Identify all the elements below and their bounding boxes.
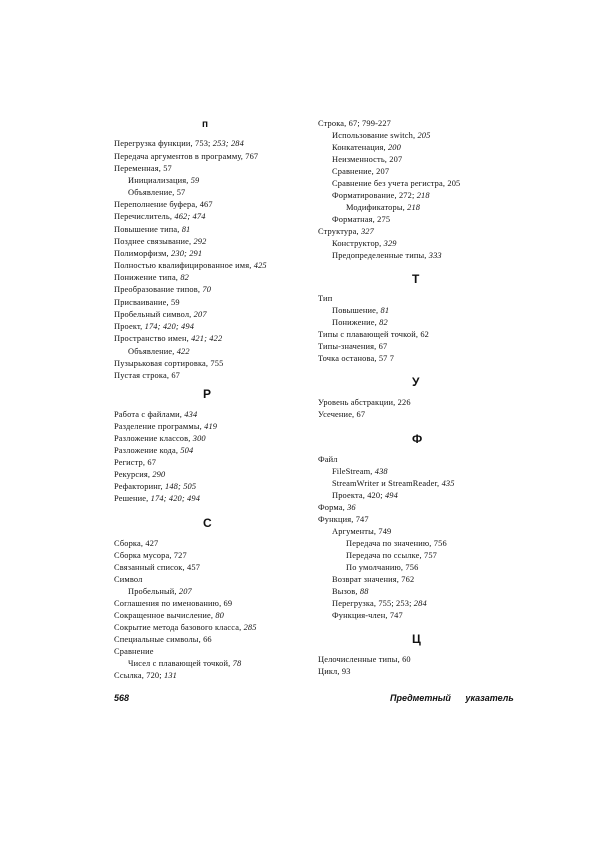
index-entry: Усечение, 67 <box>318 410 366 419</box>
index-entry: Пробельный символ, 207 <box>114 310 207 319</box>
index-entry: Символ <box>114 575 143 584</box>
index-entry: Типы-значения, 67 <box>318 342 388 351</box>
index-entry: Переменная, 57 <box>114 164 172 173</box>
index-entry: Соглашения по именованию, 69 <box>114 599 233 608</box>
index-entry: Структура, 327 <box>318 227 374 236</box>
index-entry: Сборка мусора, 727 <box>114 551 187 560</box>
index-entry: Связанный список, 457 <box>114 563 201 572</box>
index-entry: Рекурсия, 290 <box>114 470 166 479</box>
index-entry: Преобразование типов, 70 <box>114 285 212 294</box>
index-subentry: Возврат значения, 762 <box>332 575 415 584</box>
index-entry: Разложение кода, 504 <box>114 446 194 455</box>
index-subentry: Аргументы, 749 <box>332 527 392 536</box>
index-entry: Уровень абстракции, 226 <box>318 398 411 407</box>
running-footer-title: Предметный указатель <box>390 693 514 703</box>
index-entry: Пузырьковая сортировка, 755 <box>114 359 224 368</box>
index-entry: Сокращенное вычисление, 80 <box>114 611 225 620</box>
index-subentry: Сравнение, 207 <box>332 167 390 176</box>
index-entry: Полностью квалифицированное имя, 425 <box>114 261 267 270</box>
index-entry: Файл <box>318 455 338 464</box>
letter-heading: У <box>412 375 420 389</box>
index-subsubentry: По умолчанию, 756 <box>346 563 419 572</box>
index-subsubentry: Модификаторы, 218 <box>346 203 421 212</box>
index-subentry: Объявление, 422 <box>128 347 190 356</box>
index-entry: Сравнение <box>114 647 154 656</box>
letter-heading: Ц <box>412 632 421 646</box>
index-subentry: Предопределенные типы, 333 <box>332 251 442 260</box>
index-subentry: Функция-член, 747 <box>332 611 403 620</box>
index-subentry: Форматная, 275 <box>332 215 391 224</box>
index-subentry: Повышение, 81 <box>332 306 390 315</box>
index-entry: Работа с файлами, 434 <box>114 410 198 419</box>
index-entry: Проект, 174; 420; 494 <box>114 322 195 331</box>
index-entry: Форма, 36 <box>318 503 356 512</box>
index-entry: Рефакторинг, 148; 505 <box>114 482 197 491</box>
index-subentry: Инициализация, 59 <box>128 176 200 185</box>
index-entry: Строка, 67; 799-227 <box>318 119 392 128</box>
index-subentry: Неизменность, 207 <box>332 155 403 164</box>
index-subentry: Использование switch, 205 <box>332 131 431 140</box>
letter-heading: Ф <box>412 432 423 446</box>
index-subentry: Понижение, 82 <box>332 318 388 327</box>
index-subentry: Пробельный, 207 <box>128 587 192 596</box>
index-entry: Сокрытие метода базового класса, 285 <box>114 623 257 632</box>
index-entry: Переполнение буфера, 467 <box>114 200 213 209</box>
index-entry: Понижение типа, 82 <box>114 273 189 282</box>
index-subentry: Вызов, 88 <box>332 587 369 596</box>
index-subentry: Сравнение без учета регистра, 205 <box>332 179 461 188</box>
index-subentry: Чисел с плавающей точкой, 78 <box>128 659 242 668</box>
index-entry: Разделение программы, 419 <box>114 422 218 431</box>
index-entry: Сборка, 427 <box>114 539 159 548</box>
index-entry: Ссылка, 720; 131 <box>114 671 178 680</box>
index-subentry: Конструктор, 329 <box>332 239 397 248</box>
index-entry: Тип <box>318 294 333 303</box>
index-subentry: Объявление, 57 <box>128 188 186 197</box>
index-entry: Разложение классов, 300 <box>114 434 206 443</box>
index-entry: Специальные символы, 66 <box>114 635 212 644</box>
letter-heading: п <box>202 119 209 130</box>
index-entry: Пустая строка, 67 <box>114 371 181 380</box>
index-entry: Функция, 747 <box>318 515 369 524</box>
index-entry: Целочисленные типы, 60 <box>318 655 411 664</box>
index-subentry: Перегрузка, 755; 253; 284 <box>332 599 427 608</box>
index-entry: Полиморфизм, 230; 291 <box>114 249 203 258</box>
index-subsubentry: Передача по ссылке, 757 <box>346 551 438 560</box>
index-entry: Присваивание, 59 <box>114 298 180 307</box>
index-entry: Цикл, 93 <box>318 667 351 676</box>
index-subentry: StreamWriter и StreamReader, 435 <box>332 479 455 488</box>
index-entry: Регистр, 67 <box>114 458 157 467</box>
index-subentry: Конкатенация, 200 <box>332 143 401 152</box>
index-subentry: FileStream, 438 <box>332 467 388 476</box>
index-entry: Перечислитель, 462; 474 <box>114 212 206 221</box>
index-entry: Решение, 174; 420; 494 <box>114 494 201 503</box>
index-entry: Повышение типа, 81 <box>114 225 191 234</box>
letter-heading: Т <box>412 272 420 286</box>
letter-heading: С <box>203 516 212 530</box>
index-subentry: Проекта, 420; 494 <box>332 491 398 500</box>
letter-heading: Р <box>203 387 212 401</box>
index-entry: Пространство имен, 421; 422 <box>114 334 223 343</box>
index-entry: Перегрузка функции, 753; 253; 284 <box>114 139 244 148</box>
index-entry: Позднее связывание, 292 <box>114 237 207 246</box>
index-subentry: Форматирование, 272; 218 <box>332 191 430 200</box>
page-number: 568 <box>114 693 130 703</box>
index-entry: Точка останова, 57 7 <box>318 354 395 363</box>
index-entry: Передача аргументов в программу, 767 <box>114 152 259 161</box>
index-subsubentry: Передача по значению, 756 <box>346 539 447 548</box>
index-entry: Типы с плавающей точкой, 62 <box>318 330 429 339</box>
